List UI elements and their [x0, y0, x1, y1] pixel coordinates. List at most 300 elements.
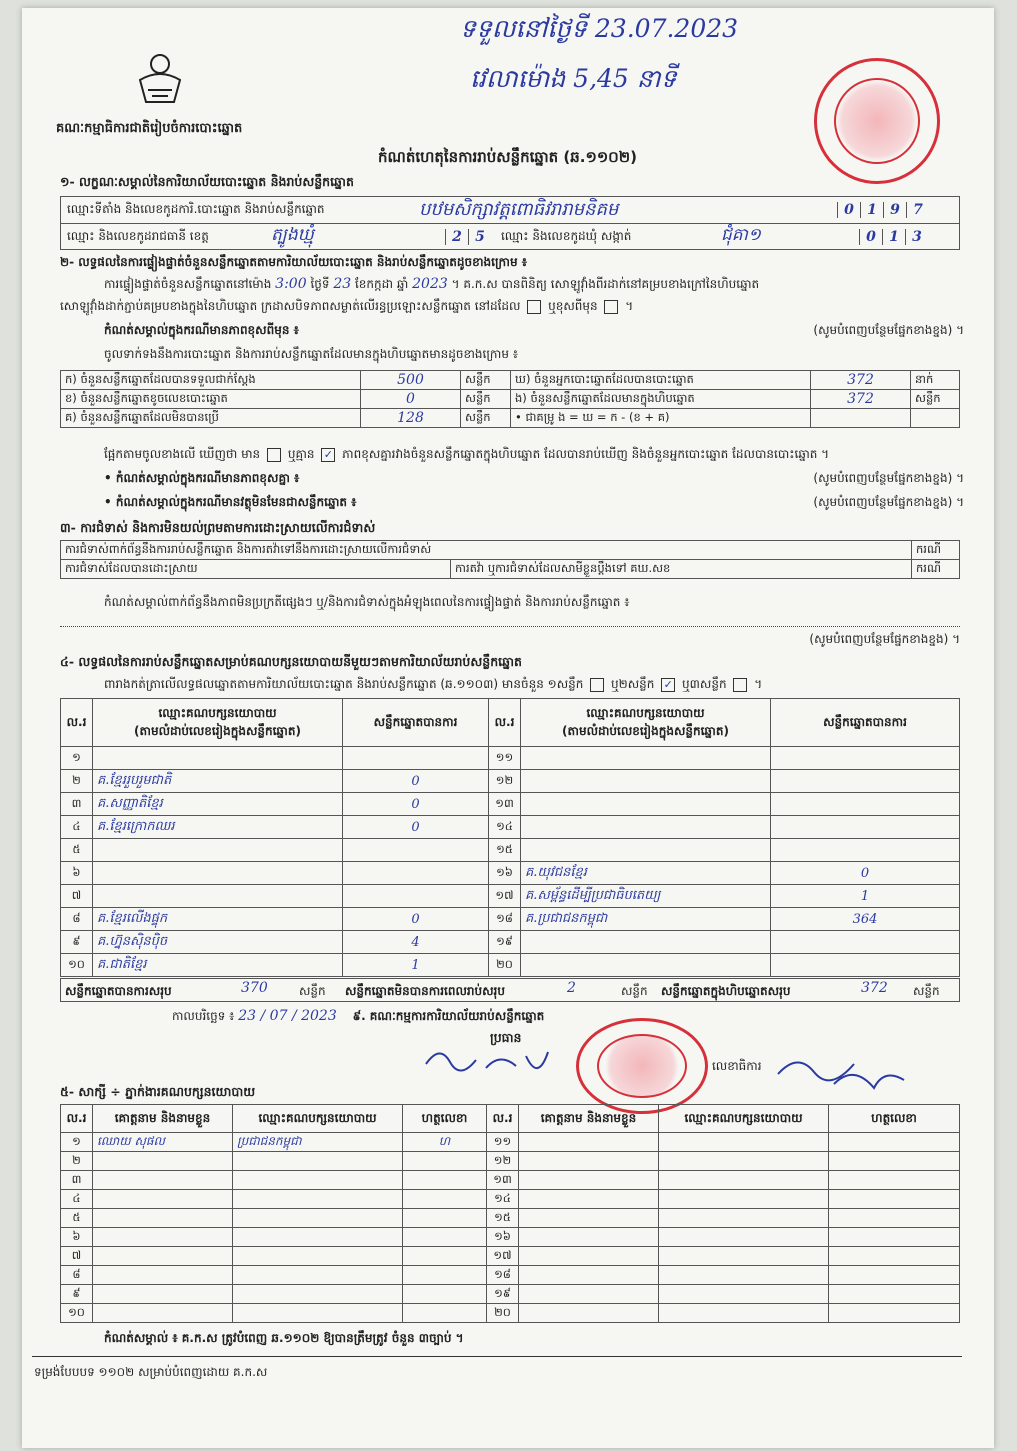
witness-name	[93, 1266, 233, 1285]
party-row	[61, 954, 960, 977]
witness-party	[659, 1304, 829, 1323]
count-value-right: 372	[811, 371, 911, 390]
section-3-heading: ៣- ការជំទាស់ និងការមិនយល់ព្រមតាមការដោះស្រាយលើការជំទាស់	[60, 520, 376, 535]
witness-signature	[829, 1190, 960, 1209]
witness-party	[659, 1209, 829, 1228]
location-code-digit: 0	[837, 202, 860, 218]
bullet-1-line	[104, 470, 964, 488]
row-number: ៩	[61, 931, 93, 954]
witness-signature	[403, 1304, 487, 1323]
verify-time: 3:00	[275, 276, 307, 292]
row-number: ៨	[61, 1266, 93, 1285]
witness-signature	[403, 1266, 487, 1285]
row-number: ៤	[61, 1190, 93, 1209]
party-name: គ.ខ្មែរក្រោកឈរ	[93, 816, 343, 839]
witness-name	[519, 1133, 659, 1152]
row-number: ៧	[61, 1247, 93, 1266]
total-unit: សន្លឹក	[299, 984, 326, 998]
col-party: ឈ្មោះគណបក្សនយោបាយ	[659, 1105, 829, 1133]
witness-signature	[403, 1285, 487, 1304]
total-invalid-value: 2	[567, 980, 576, 996]
witness-signature	[403, 1152, 487, 1171]
witness-party: ប្រជាជនកម្ពុជា	[233, 1133, 403, 1152]
secretary-label: លេខាធិការ	[712, 1059, 762, 1073]
province-code-digit: 5	[468, 229, 491, 245]
party-name: គ.ហ្វ៊ុនស៊ិនប៉ិច	[93, 931, 343, 954]
divider	[61, 223, 959, 224]
location-code	[837, 199, 929, 218]
section-1-box	[60, 196, 960, 250]
case-unit: ករណី	[912, 560, 960, 579]
party-name	[521, 747, 771, 770]
witness-name	[519, 1171, 659, 1190]
compare-line	[104, 446, 829, 464]
count-label-left: ខ) ចំនួនសន្លឹកឆ្នោតខូចលេខបោះឆ្នោត	[61, 390, 361, 409]
party-votes	[771, 931, 960, 954]
verify-intro-tail: ។ គ.ក.ស បានពិនិត្យ សោឡូវ៉ាំងពីរដាក់នៅគម្របខាងក្រៅនៃហិបឆ្នោត	[451, 277, 760, 291]
witness-name	[519, 1190, 659, 1209]
row-number: ១១	[489, 747, 521, 770]
bullet-1: • កំណត់សម្គាល់ក្នុងករណីមានភាពខុសគ្នា ៖	[104, 471, 300, 485]
day-label: ថ្ងៃទី	[310, 277, 330, 291]
row-number: ៣	[61, 1171, 93, 1190]
location-label: ឈ្មោះទីតាំង និងលេខកូដការិ.បោះឆ្នោត និងរាប់សន្លឹកឆ្នោត	[67, 202, 325, 216]
verify-line-1	[104, 276, 759, 294]
party-votes	[343, 747, 489, 770]
witness-signature	[829, 1285, 960, 1304]
col-party	[93, 699, 343, 747]
row-number: ១០	[61, 1304, 93, 1323]
total-valid-value: 370	[241, 980, 268, 996]
col-name: គោត្តនាម និងនាមខ្លួន	[93, 1105, 233, 1133]
row-number: ៣	[61, 793, 93, 816]
party-votes: 1	[343, 954, 489, 977]
witness-party	[233, 1209, 403, 1228]
commune-value: ជុំគា១	[721, 225, 761, 245]
province-code	[445, 226, 491, 245]
chair-label: ប្រធាន	[490, 1030, 522, 1045]
row-number: ១	[61, 747, 93, 770]
count-value-right: 372	[811, 390, 911, 409]
party-votes: 364	[771, 908, 960, 931]
row-number: ១៦	[487, 1228, 519, 1247]
no-difference-text: ឬគ្មាន	[287, 447, 315, 461]
witness-name	[93, 1209, 233, 1228]
party-name	[521, 954, 771, 977]
witness-table	[60, 1104, 960, 1323]
two-sheets-checkbox[interactable]: ✓	[661, 678, 675, 692]
witness-signature	[829, 1266, 960, 1285]
count-value-left: 500	[361, 371, 461, 390]
two-sheets-text: ឬ២សន្លឹក	[611, 677, 655, 691]
row-number: ៦	[61, 862, 93, 885]
col-party	[521, 699, 771, 747]
party-votes: 0	[343, 816, 489, 839]
objection-row-1: ការជំទាស់ពាក់ព័ន្ធនឹងការរាប់សន្លឹកឆ្នោត និងការតវ៉ាទៅនឹងការដោះស្រាយលើការជំទាស់	[61, 541, 912, 560]
count-label-left: គ) ចំនួនសន្លឹកឆ្នោតដែលមិនបានប្រើ	[61, 409, 361, 428]
witness-party	[659, 1152, 829, 1171]
location-code-digit: 1	[860, 202, 883, 218]
count-unit-left: សន្លឹក	[461, 371, 511, 390]
count-label-left: ក) ចំនួនសន្លឹកឆ្នោតដែលបានទទួលជាក់ស្តែង	[61, 371, 361, 390]
count-row	[61, 409, 960, 428]
witness-signature	[403, 1209, 487, 1228]
witness-signature	[829, 1247, 960, 1266]
row-number: ១៩	[487, 1285, 519, 1304]
total-invalid-label: សន្លឹកឆ្នោតមិនបានការពេលរាប់សរុប	[345, 984, 505, 998]
witness-row	[61, 1171, 960, 1190]
count-label-right: ង) ចំនួនសន្លឹកឆ្នោតដែលមានក្នុងហិបឆ្នោត	[511, 390, 811, 409]
col-no: ល.រ	[489, 699, 521, 747]
party-name: គ.យុវជនខ្មែរ	[521, 862, 771, 885]
seal-intact-text: សោឡូវ៉ាំងដាក់ភ្ជាប់គម្របខាងក្នុងនៃហិបឆ្នោត ក្រដាសបិទភាពសម្ងាត់លើរន្ធប្រឡោះសន្លឹកឆ្នោត នៅដដែល	[60, 299, 521, 313]
bullet-2: • កំណត់សម្គាល់ក្នុងករណីមានវត្ថុមិនមែនជាសន្លឹកឆ្នោត ៖	[104, 495, 357, 509]
sheet-count-intro: ពារាងកត់ត្រាលើលទ្ធផលឆ្នោតតាមការិយាល័យបោះឆ្នោត និងរាប់សន្លឹកឆ្នោត (ឆ.១១០៣) មានចំនួន ១សន្លឹក	[104, 677, 584, 691]
col-no: ល.រ	[61, 1105, 93, 1133]
verify-day: 23	[333, 276, 352, 292]
col-name: គោត្តនាម និងនាមខ្លួន	[519, 1105, 659, 1133]
witness-name	[519, 1228, 659, 1247]
col-party: ឈ្មោះគណបក្សនយោបាយ	[233, 1105, 403, 1133]
count-unit-right	[911, 409, 960, 428]
row-number: ៩	[61, 1285, 93, 1304]
witness-party	[233, 1266, 403, 1285]
party-votes: 0	[771, 862, 960, 885]
difference-note-line	[104, 322, 964, 340]
witness-party	[233, 1152, 403, 1171]
row-number: ១០	[61, 954, 93, 977]
row-number: ១៨	[489, 908, 521, 931]
witness-name	[519, 1247, 659, 1266]
month-label: ខែកក្កដា ឆ្នាំ	[354, 277, 409, 291]
party-name	[93, 885, 343, 908]
witness-party	[659, 1285, 829, 1304]
footer-divider	[32, 1356, 962, 1357]
party-name	[521, 839, 771, 862]
witness-signature	[829, 1209, 960, 1228]
row-number: ១៤	[487, 1190, 519, 1209]
party-votes	[343, 839, 489, 862]
witness-name	[93, 1171, 233, 1190]
section-5-heading: ៥- សាក្សី ÷ ភ្នាក់ងារគណបក្សនយោបាយ	[60, 1084, 256, 1099]
count-label-right: ឃ) ចំនួនអ្នកបោះឆ្នោតដែលបានបោះឆ្នោត	[511, 371, 811, 390]
appeal-objection: ការតវ៉ា ឬការជំទាស់ដែលសាមីខ្លួនប្តឹងទៅ គឃ.សខ	[451, 560, 912, 579]
resolved-objection: ការជំទាស់ដែលបានដោះស្រាយ	[61, 560, 451, 579]
col-no: ល.រ	[61, 699, 93, 747]
count-unit-left: សន្លឹក	[461, 409, 511, 428]
row-number: ២	[61, 1152, 93, 1171]
row-number: ១១	[487, 1133, 519, 1152]
witness-row	[61, 1304, 960, 1323]
row-number: ២០	[489, 954, 521, 977]
three-sheets-checkbox[interactable]	[733, 678, 747, 692]
date-value: 23 / 07 / 2023	[238, 1008, 337, 1024]
province-label: ឈ្មោះ និងលេខកូដរាជធានី ខេត្ត	[67, 229, 209, 243]
witness-party	[659, 1133, 829, 1152]
row-number: ១៣	[487, 1171, 519, 1190]
witness-party	[659, 1247, 829, 1266]
witness-name	[93, 1228, 233, 1247]
party-votes: 4	[343, 931, 489, 954]
total-unit: សន្លឹក	[913, 984, 940, 998]
party-row	[61, 747, 960, 770]
commune-label: ឈ្មោះ និងលេខកូដឃុំ សង្កាត់	[501, 229, 632, 243]
witness-signature	[403, 1247, 487, 1266]
verify-line-2: សោឡូវ៉ាំងដាក់ភ្ជាប់គម្របខាងក្នុងនៃហិបឆ្នោត ក្រដាសបិទភាពសម្ងាត់លើរន្ធប្រឡោះសន្លឹកឆ្នោត នៅដដែល ឬខុសពីមុន ។	[60, 299, 634, 313]
witness-body	[61, 1133, 960, 1323]
witness-row	[61, 1152, 960, 1171]
party-results-body	[61, 747, 960, 977]
party-name: គ.ជាតិខ្មែរ	[93, 954, 343, 977]
commune-code-digit: 0	[859, 229, 882, 245]
row-number: ១៥	[489, 839, 521, 862]
party-row	[61, 770, 960, 793]
col-votes: សន្លឹកឆ្នោតបានការ	[771, 699, 960, 747]
committee-sign-label: ៩. គណៈកម្មការការិយាល័យរាប់សន្លឹកឆ្នោត	[352, 1009, 545, 1023]
party-name	[521, 816, 771, 839]
witness-row	[61, 1285, 960, 1304]
col-sign: ហត្ថលេខា	[403, 1105, 487, 1133]
party-row	[61, 931, 960, 954]
party-name: គ.ប្រជាជនកម្ពុជា	[521, 908, 771, 931]
col-sign: ហត្ថលេខា	[829, 1105, 960, 1133]
row-number: ៥	[61, 1209, 93, 1228]
bullet-2-line	[104, 494, 964, 512]
witness-party	[659, 1190, 829, 1209]
row-number: ១៦	[489, 862, 521, 885]
count-label-right: • ជាគម្រូ ង = ឃ = ក - (ខ + គ)	[511, 409, 811, 428]
row-number: ១៤	[489, 816, 521, 839]
witness-signature	[829, 1133, 960, 1152]
commune-code	[859, 226, 928, 245]
date-line	[172, 1008, 544, 1026]
party-results-table	[60, 698, 960, 977]
count-value-right	[811, 409, 911, 428]
party-votes	[771, 793, 960, 816]
row-number: ១២	[489, 770, 521, 793]
case-unit: ករណី	[912, 541, 960, 560]
witness-party	[659, 1228, 829, 1247]
party-name	[521, 931, 771, 954]
total-unit: សន្លឹក	[621, 984, 648, 998]
section-4-heading: ៤- លទ្ធផលនៃការរាប់សន្លឹកឆ្នោតសម្រាប់គណបក្សនយោបាយនីមួយៗតាមការិយាល័យរាប់សន្លឹកឆ្នោត	[60, 654, 522, 669]
party-row	[61, 908, 960, 931]
row-number: ១	[61, 1133, 93, 1152]
party-votes	[771, 954, 960, 977]
objection-table	[60, 540, 960, 579]
fill-note: (សូមបំពេញបន្ថែមផ្នែកខាងខ្នង) ។	[813, 471, 964, 485]
party-name: គ.សម្ព័ន្ធដើម្បីប្រជាធិបតេយ្យ	[521, 885, 771, 908]
witness-signature	[403, 1171, 487, 1190]
witness-name	[519, 1266, 659, 1285]
count-value-left: 0	[361, 390, 461, 409]
row-number: ១៧	[489, 885, 521, 908]
witness-name	[93, 1304, 233, 1323]
witness-name: ឈោយ សុផល	[93, 1133, 233, 1152]
party-votes: 0	[343, 793, 489, 816]
witness-signature	[403, 1190, 487, 1209]
witness-signature	[829, 1171, 960, 1190]
party-row	[61, 816, 960, 839]
witness-signature: ហ	[403, 1133, 487, 1152]
col-party-title: ឈ្មោះគណបក្សនយោបាយ	[158, 705, 277, 720]
total-box-label: សន្លឹកឆ្នោតក្នុងហិបឆ្នោតសរុប	[661, 984, 791, 998]
irregularity-note: កំណត់សម្គាល់ពាក់ព័ន្ធនឹងភាពមិនប្រក្រតីផ្សេងៗ ឬ/និងការជំទាស់ក្នុងអំឡុងពេលនៃការផ្ទៀងផ្ទាត់ និងការរាប់សន្លឹកឆ្នោត ៖	[104, 595, 630, 609]
witness-party	[233, 1190, 403, 1209]
row-number: ២០	[487, 1304, 519, 1323]
committee-name: គណៈកម្មាធិការជាតិរៀបចំការបោះឆ្នោត	[56, 121, 243, 136]
witness-row	[61, 1266, 960, 1285]
count-row	[61, 371, 960, 390]
party-votes: 1	[771, 885, 960, 908]
count-unit-right: នាក់	[911, 371, 960, 390]
total-box-value: 372	[861, 980, 888, 996]
count-row	[61, 390, 960, 409]
col-no: ល.រ	[487, 1105, 519, 1133]
sheet-count-line: ពារាងកត់ត្រាលើលទ្ធផលឆ្នោតតាមការិយាល័យបោះឆ្នោត និងរាប់សន្លឹកឆ្នោត (ឆ.១១០៣) មានចំនួន ១សន្លឹក ឬ២សន្លឹក ✓ ឬ៣សន្លឹក ។	[104, 677, 763, 691]
witness-name	[93, 1190, 233, 1209]
different-text: ឬខុសពីមុន	[548, 299, 598, 313]
witness-row	[61, 1209, 960, 1228]
row-number: ១៣	[489, 793, 521, 816]
nec-emblem-icon	[134, 50, 186, 112]
row-number: ១៨	[487, 1266, 519, 1285]
witness-party	[659, 1266, 829, 1285]
party-votes: 0	[343, 770, 489, 793]
party-row	[61, 862, 960, 885]
ballot-count-body	[61, 371, 960, 428]
party-name: គ.សញ្ញាតិខ្មែរ	[93, 793, 343, 816]
fill-note: (សូមបំពេញបន្ថែមផ្នែកខាងខ្នង) ។	[813, 495, 964, 509]
totals-row	[60, 978, 960, 1002]
party-row	[61, 885, 960, 908]
verify-year: 2023	[412, 276, 448, 292]
fill-note: (សូមបំពេញបន្ថែមផ្នែកខាងខ្នង) ។	[813, 323, 964, 337]
witness-row	[61, 1133, 960, 1152]
result-intro: ចូលទាក់ទងនឹងការបោះឆ្នោត និងការរាប់សន្លឹកឆ្នោតដែលមានក្នុងហិបឆ្នោតមានដូចខាងក្រោម ៖	[104, 347, 519, 361]
location-code-digit: 7	[906, 202, 929, 218]
witness-row	[61, 1247, 960, 1266]
one-sheet-checkbox[interactable]	[590, 678, 604, 692]
row-number: ១៧	[487, 1247, 519, 1266]
witness-party	[233, 1228, 403, 1247]
party-votes: 0	[343, 908, 489, 931]
col-party-subtitle: (តាមលំដាប់លេខរៀងក្នុងសន្លឹកឆ្នោត)	[562, 723, 729, 738]
party-votes	[771, 747, 960, 770]
party-row	[61, 793, 960, 816]
col-party-subtitle: (តាមលំដាប់លេខរៀងក្នុងសន្លឹកឆ្នោត)	[134, 723, 301, 738]
party-votes	[771, 770, 960, 793]
row-number: ១៥	[487, 1209, 519, 1228]
witness-row	[61, 1190, 960, 1209]
witness-name	[93, 1285, 233, 1304]
witness-name	[519, 1152, 659, 1171]
count-value-left: 128	[361, 409, 461, 428]
row-number: ១២	[487, 1152, 519, 1171]
party-name	[521, 770, 771, 793]
party-name	[93, 839, 343, 862]
witness-row	[61, 1228, 960, 1247]
verify-intro: ការផ្ទៀងផ្ទាត់ចំនួនសន្លឹកឆ្នោតនៅម៉ោង	[104, 277, 272, 291]
date-label: កាលបរិច្ឆេទ ៖	[172, 1009, 235, 1023]
commune-code-digit: 3	[905, 229, 928, 245]
count-unit-left: សន្លឹក	[461, 390, 511, 409]
row-number: ១៩	[489, 931, 521, 954]
no-difference-checkbox[interactable]: ✓	[321, 448, 335, 462]
col-party-title: ឈ្មោះគណបក្សនយោបាយ	[586, 705, 705, 720]
witness-signature	[829, 1228, 960, 1247]
party-votes	[343, 862, 489, 885]
footer: ទម្រង់បែបបទ ១១០២ សម្រាប់បំពេញដោយ គ.ក.ស	[34, 1365, 268, 1379]
party-name	[93, 862, 343, 885]
commune-code-digit: 1	[882, 229, 905, 245]
witness-party	[659, 1171, 829, 1190]
footnote: កំណត់សម្គាល់ ៖ គ.ក.ស ត្រូវបំពេញ ឆ.១១០២ ឱ្យបានត្រឹមត្រូវ ចំនួន ៣ច្បាប់ ។	[104, 1331, 464, 1345]
official-stamp-bottom	[576, 1018, 708, 1114]
party-votes	[771, 839, 960, 862]
party-name: គ.ខ្មែរលើងផ្ទុក	[93, 908, 343, 931]
witness-signature	[403, 1228, 487, 1247]
party-name	[521, 793, 771, 816]
row-number: ៦	[61, 1228, 93, 1247]
witness-party	[233, 1285, 403, 1304]
witness-signature	[829, 1304, 960, 1323]
witness-party	[233, 1304, 403, 1323]
count-unit-right: សន្លឹក	[911, 390, 960, 409]
location-code-digit: 9	[883, 202, 906, 218]
irregularity-fill-note: (សូមបំពេញបន្ថែមផ្នែកខាងខ្នង) ។	[60, 626, 960, 649]
party-votes	[771, 816, 960, 839]
compare-tail: ភាពខុសគ្នារវាងចំនួនសន្លឹកឆ្នោតក្នុងហិបឆ្នោត ដែលបានរាប់ឃើញ និងចំនួនអ្នកបោះឆ្នោត ដែលបានបោះឆ្នោត ។	[342, 447, 830, 461]
form-title: កំណត់ហេតុនៃការរាប់សន្លឹកឆ្នោត (ឆ.១១០២)	[378, 148, 638, 166]
witness-name	[519, 1285, 659, 1304]
secretary-signature-icon	[774, 1044, 914, 1094]
form-sheet	[22, 8, 994, 1448]
total-valid-label: សន្លឹកឆ្នោតបានការសរុប	[65, 984, 172, 998]
party-row	[61, 839, 960, 862]
same-checkbox[interactable]	[527, 300, 541, 314]
chair-signature-icon	[420, 1042, 570, 1082]
witness-party	[233, 1171, 403, 1190]
row-number: ៨	[61, 908, 93, 931]
has-difference-checkbox[interactable]	[267, 448, 281, 462]
party-votes	[343, 885, 489, 908]
witness-name	[93, 1247, 233, 1266]
province-code-digit: 2	[445, 229, 468, 245]
ballot-count-table	[60, 370, 960, 428]
party-name	[93, 747, 343, 770]
section-1-heading: ១- លក្ខណៈសម្គាល់នៃការិយាល័យបោះឆ្នោត និងរាប់សន្លឹកឆ្នោត	[60, 174, 354, 189]
province-value: ត្បូងឃ្មុំ	[271, 225, 314, 245]
three-sheets-text: ឬ៣សន្លឹក	[682, 677, 727, 691]
witness-party	[233, 1247, 403, 1266]
party-name: គ.ខ្មែររួបរួមជាតិ	[93, 770, 343, 793]
row-number: ៥	[61, 839, 93, 862]
difference-note-label: កំណត់សម្គាល់ក្នុងករណីមានភាពខុសពីមុន ៖	[104, 323, 299, 337]
row-number: ៤	[61, 816, 93, 839]
witness-name	[519, 1304, 659, 1323]
different-checkbox[interactable]	[604, 300, 618, 314]
col-votes: សន្លឹកឆ្នោតបានការ	[343, 699, 489, 747]
witness-name	[93, 1152, 233, 1171]
location-value: បឋមសិក្សាវត្តពោធិវរារាមនិគម	[419, 199, 619, 220]
compare-text: ផ្អែកតាមចូលខាងលើ ឃើញថា មាន	[104, 447, 261, 461]
witness-name	[519, 1209, 659, 1228]
row-number: ២	[61, 770, 93, 793]
official-stamp-top	[814, 58, 940, 184]
row-number: ៧	[61, 885, 93, 908]
witness-signature	[829, 1152, 960, 1171]
